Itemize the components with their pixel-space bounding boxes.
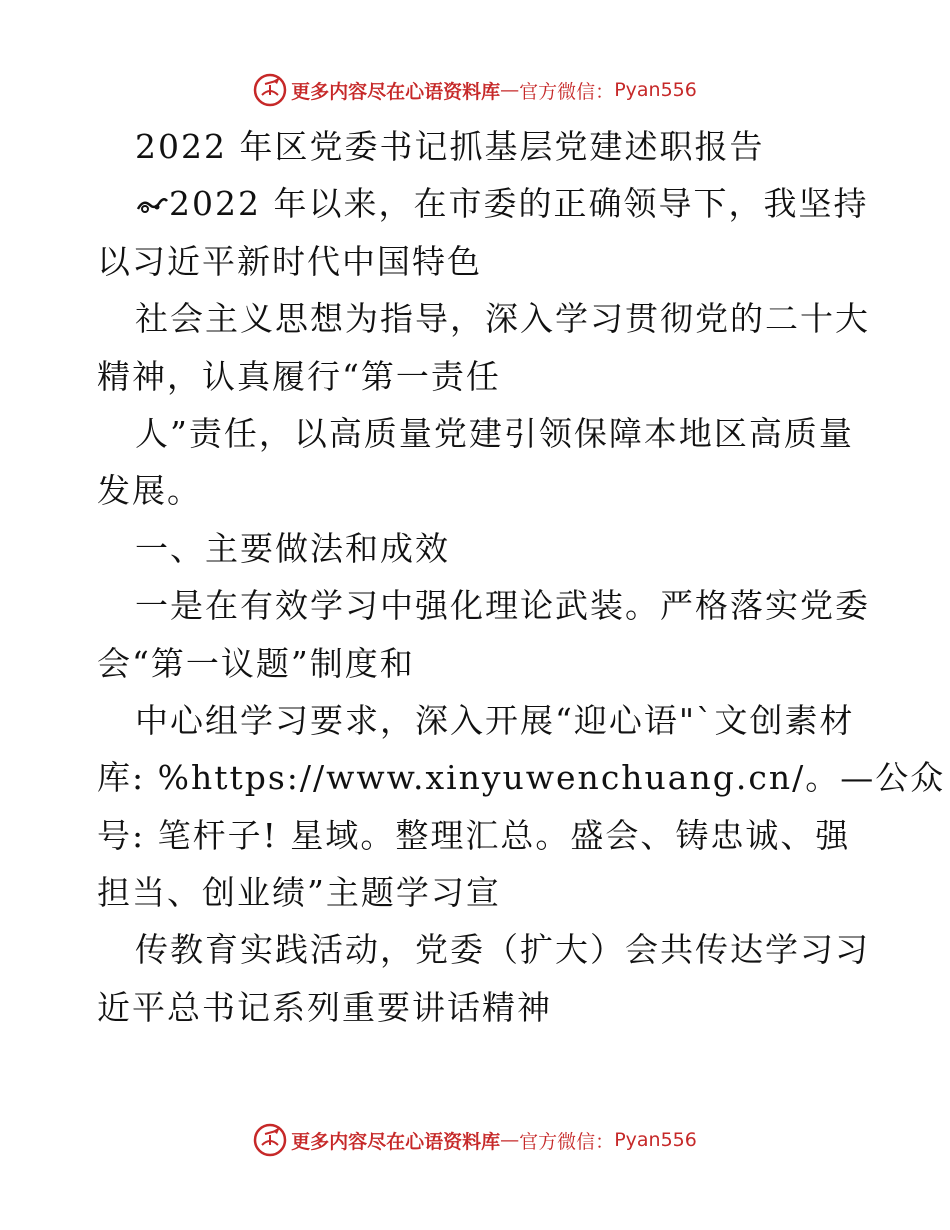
paragraph-line: 传教育实践活动，党委（扩大）会共传达学习习: [135, 930, 870, 970]
paragraph-line: 社会主义思想为指导，深入学习贯彻党的二十大: [135, 299, 870, 339]
paragraph-text: 2022 年以来，在市委的正确领导下，我坚持: [169, 184, 869, 224]
header-banner: [0, 70, 950, 110]
paragraph-line: 以习近平新时代中国特色: [97, 241, 482, 281]
banner-official-label: 官方微信：: [519, 80, 615, 103]
paragraph-line: 号: 笔杆子! 星域。整理汇总。盛会、铸忠诚、强: [97, 815, 851, 855]
book-pen-logo-icon: [253, 73, 287, 107]
paragraph-line: 担当、创业绩”主题学习宣: [97, 873, 501, 913]
decorative-flourish-icon: [135, 193, 169, 217]
paragraph-line: 一是在有效学习中强化理论武装。严格落实党委: [135, 586, 870, 626]
paragraph-line: 发展。: [97, 471, 202, 511]
banner-separator: —: [500, 79, 520, 101]
book-pen-logo-icon: [253, 1123, 287, 1157]
banner-title: 更多内容尽在心语资料库: [291, 1130, 501, 1153]
paragraph-line: 会“第一议题”制度和: [97, 643, 415, 683]
paragraph-line: 近平总书记系列重要讲话精神: [97, 987, 552, 1027]
footer-banner: [0, 1120, 950, 1160]
banner-wechat-id: Pyan556: [614, 79, 697, 101]
paragraph-line: 精神，认真履行“第一责任: [97, 356, 501, 396]
paragraph-line: 中心组学习要求，深入开展“迎心语"`文创素材: [135, 700, 855, 740]
banner-wechat-id: Pyan556: [614, 1129, 697, 1151]
document-title: 2022 年区党委书记抓基层党建述职报告: [135, 127, 765, 166]
paragraph-line: 人”责任，以高质量党建引领保障本地区高质量: [135, 413, 854, 453]
banner-title: 更多内容尽在心语资料库: [291, 80, 501, 103]
paragraph-line: [97, 175, 869, 232]
document-body: [97, 118, 946, 1036]
banner-official-label: 官方微信：: [519, 1130, 615, 1153]
banner-separator: —: [500, 1129, 520, 1151]
paragraph-line: 库: %https://www.xinyuwenchuang.cn/。—公众: [97, 758, 946, 798]
section-heading: 一、主要做法和成效: [135, 528, 450, 568]
